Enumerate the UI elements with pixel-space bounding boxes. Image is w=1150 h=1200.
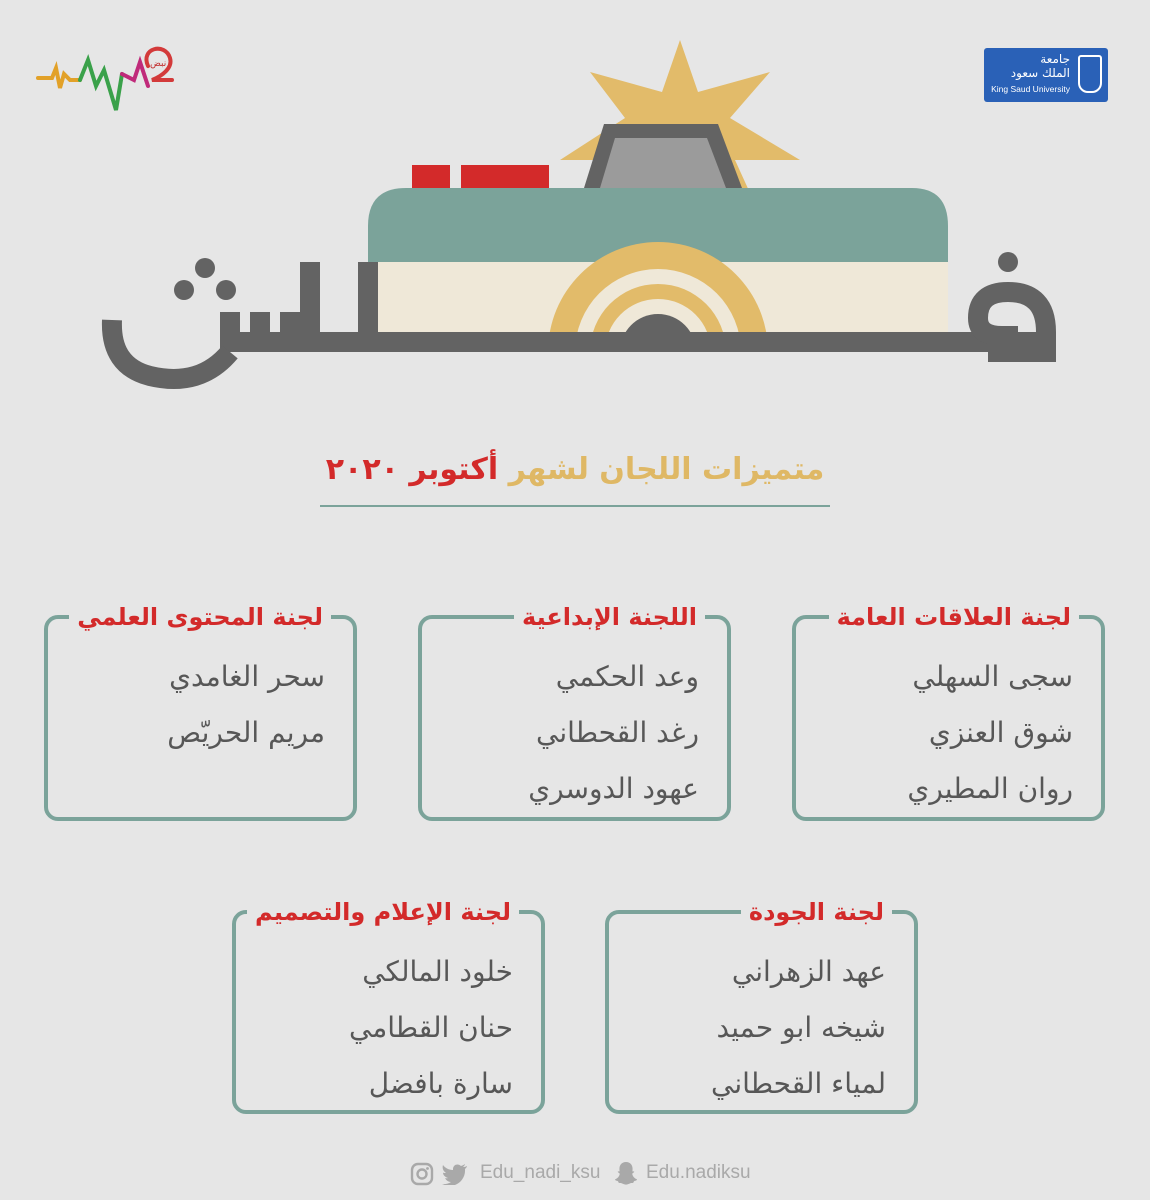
headline-accent: أكتوبر ٢٠٢٠ [325, 452, 499, 487]
committee-title: لجنة العلاقات العامة [829, 597, 1079, 637]
headline [320, 452, 830, 487]
member-name: لمياء القحطاني [711, 1067, 886, 1100]
committee-card-scientific-content [44, 603, 357, 821]
committee-card-media-design [232, 898, 545, 1114]
member-name: عهد الزهراني [731, 955, 886, 988]
member-name: وعد الحكمي [555, 660, 699, 693]
committee-title: لجنة المحتوى العلمي [69, 597, 331, 637]
member-name: شوق العنزي [928, 716, 1073, 749]
twitter-icon[interactable] [442, 1163, 468, 1185]
member-name: شيخه ابو حميد [716, 1011, 886, 1044]
committee-card-creative [418, 603, 731, 821]
instagram-icon[interactable] [410, 1162, 434, 1186]
headline-divider [320, 505, 830, 507]
member-name: حنان القطامي [348, 1011, 513, 1044]
member-name: سحر الغامدي [169, 660, 325, 693]
member-name: سجى السهلي [912, 660, 1073, 693]
social-footer [400, 1160, 780, 1190]
committee-title: اللجنة الإبداعية [514, 597, 705, 637]
camera-button-left [412, 165, 450, 189]
member-name: مريم الحريّص [167, 716, 325, 749]
member-name: سارة بافضل [368, 1067, 513, 1100]
member-name: عهود الدوسري [528, 772, 699, 805]
committee-card-public-relations [792, 603, 1105, 821]
camera-illustration [0, 0, 1150, 420]
snapchat-handle[interactable]: Edu.nadiksu [646, 1162, 751, 1183]
headline-main: متميزات اللجان لشهر [508, 452, 825, 487]
committee-card-quality [605, 898, 918, 1114]
university-name-ar-line2: الملك سعود [1010, 66, 1070, 80]
university-name-ar-line1: جامعة [1040, 52, 1070, 66]
club-logo-text: نبض [150, 59, 167, 69]
member-name: رغد القحطاني [536, 716, 699, 749]
committee-title: لجنة الإعلام والتصميم [247, 892, 519, 932]
member-name: روان المطيري [907, 772, 1073, 805]
university-name-en: King Saud University [991, 84, 1070, 94]
member-name: خلود المالكي [362, 955, 513, 988]
twitter-instagram-handle[interactable]: Edu_nadi_ksu [480, 1162, 601, 1183]
snapchat-icon[interactable] [614, 1161, 638, 1187]
committee-title: لجنة الجودة [741, 892, 892, 932]
camera-button-right [461, 165, 549, 189]
